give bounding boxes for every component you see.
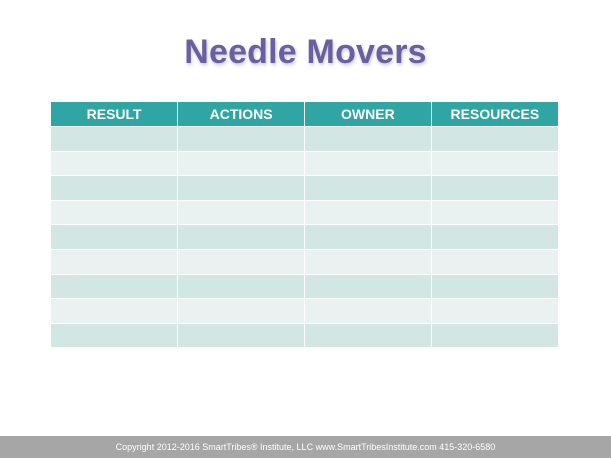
- column-header-owner: OWNER: [305, 102, 432, 127]
- table-cell: [431, 249, 558, 274]
- table-cell: [305, 323, 432, 347]
- table-cell: [305, 299, 432, 324]
- table-cell: [305, 200, 432, 225]
- table-cell: [431, 299, 558, 324]
- table-cell: [51, 200, 178, 225]
- table-cell: [305, 127, 432, 152]
- table-cell: [431, 151, 558, 176]
- table-cell: [305, 225, 432, 250]
- table-cell: [178, 200, 305, 225]
- table-row: [51, 127, 558, 152]
- table-cell: [431, 200, 558, 225]
- table-cell: [178, 127, 305, 152]
- table-cell: [305, 151, 432, 176]
- table-row: [51, 323, 558, 347]
- table-cell: [51, 323, 178, 347]
- column-header-result: RESULT: [51, 102, 178, 127]
- table-cell: [178, 323, 305, 347]
- table-cell: [51, 274, 178, 299]
- table-cell: [178, 274, 305, 299]
- table-cell: [178, 299, 305, 324]
- column-header-resources: RESOURCES: [431, 102, 558, 127]
- table-row: [51, 299, 558, 324]
- table-cell: [51, 249, 178, 274]
- table-body: [51, 127, 558, 348]
- footer-bar: [0, 436, 611, 458]
- table-cell: [51, 225, 178, 250]
- table-row: [51, 274, 558, 299]
- table-cell: [51, 299, 178, 324]
- table-cell: [431, 274, 558, 299]
- table-cell: [178, 176, 305, 201]
- table-cell: [305, 176, 432, 201]
- table-cell: [51, 176, 178, 201]
- table-cell: [431, 127, 558, 152]
- needle-movers-table: [51, 102, 558, 347]
- table-cell: [51, 127, 178, 152]
- table-cell: [178, 249, 305, 274]
- slide-title: Needle Movers: [184, 33, 427, 71]
- table-row: [51, 200, 558, 225]
- table-row: [51, 225, 558, 250]
- table-cell: [178, 225, 305, 250]
- table-cell: [178, 151, 305, 176]
- table-cell: [305, 274, 432, 299]
- table-row: [51, 151, 558, 176]
- column-header-actions: ACTIONS: [178, 102, 305, 127]
- table-row: [51, 176, 558, 201]
- table-cell: [51, 151, 178, 176]
- table-cell: [431, 323, 558, 347]
- table-cell: [305, 249, 432, 274]
- table-cell: [431, 225, 558, 250]
- table-header-row: [51, 102, 558, 127]
- table-row: [51, 249, 558, 274]
- copyright-text: Copyright 2012-2016 SmartTribes® Institute, LLC www.SmartTribesInstitute.com 415-320-6580: [115, 442, 496, 452]
- table-cell: [431, 176, 558, 201]
